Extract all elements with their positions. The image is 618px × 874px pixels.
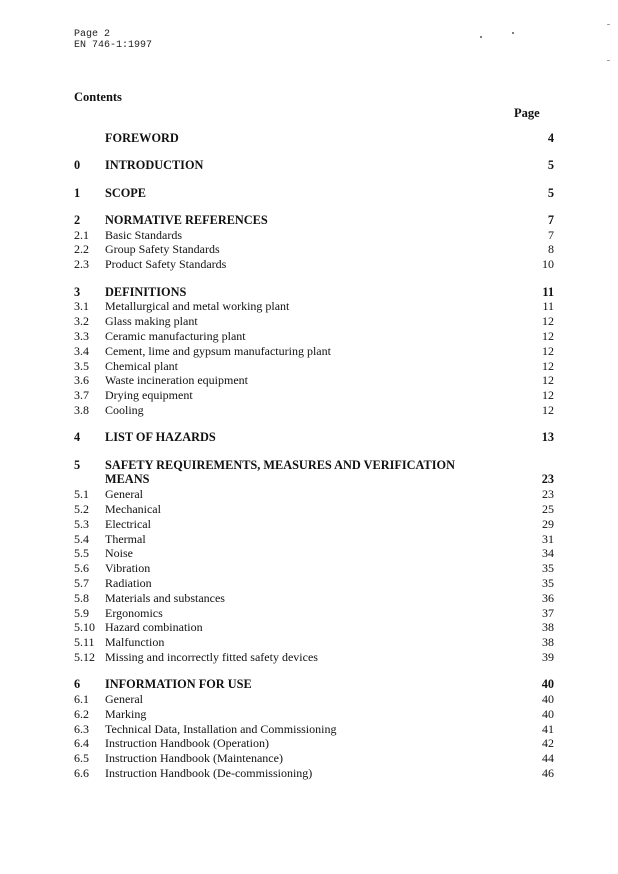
entry-title: Group Safety Standards (105, 242, 220, 257)
toc-subsection[interactable] (74, 359, 554, 374)
entry-title: General (105, 487, 143, 502)
entry-number: 2.3 (74, 257, 89, 272)
entry-number: 1 (74, 185, 81, 200)
entry-title: Chemical plant (105, 358, 178, 373)
entry-number: 2.1 (74, 227, 89, 242)
entry-number: 6.3 (74, 721, 89, 736)
entry-number: 5.10 (74, 620, 95, 635)
entry-title: Drying equipment (105, 388, 193, 403)
entry-number: 6.2 (74, 706, 89, 721)
entry-page: 38 (542, 620, 554, 635)
entry-number: 5.8 (74, 590, 89, 605)
entry-page: 29 (542, 516, 554, 531)
entry-page: 8 (548, 242, 554, 257)
toc-subsection[interactable] (74, 722, 554, 737)
toc-subsection[interactable] (74, 766, 554, 781)
entry-page: 40 (542, 692, 554, 706)
entry-number: 2.2 (74, 242, 89, 257)
entry-title: FOREWORD (105, 131, 179, 145)
entry-number: 6.1 (74, 692, 89, 706)
entry-page: 36 (542, 590, 554, 605)
entry-number: 5.11 (74, 635, 95, 650)
entry-page: 46 (542, 765, 554, 780)
entry-page: 39 (542, 649, 554, 664)
entry-number: 5.3 (74, 516, 89, 531)
entry-title: Waste incineration equipment (105, 373, 248, 388)
entry-number: 3.4 (74, 343, 89, 358)
entry-number: 5.9 (74, 605, 89, 620)
entry-title: Vibration (105, 561, 151, 576)
entry-title: Electrical (105, 516, 151, 531)
toc-subsection[interactable] (74, 487, 554, 502)
scan-speck (607, 24, 610, 25)
entry-title: General (105, 692, 143, 706)
toc-section-heading[interactable] (74, 131, 554, 146)
entry-title-continued: MEANS (105, 472, 150, 487)
entry-title: SCOPE (105, 185, 146, 200)
entry-title: Cooling (105, 402, 144, 417)
entry-number: 4 (74, 430, 81, 445)
entry-title: NORMATIVE REFERENCES (105, 212, 268, 227)
entry-title: Malfunction (105, 635, 165, 650)
toc-subsection[interactable] (74, 591, 554, 606)
toc-subsection[interactable] (74, 344, 554, 359)
entry-number: 5.5 (74, 546, 89, 561)
toc-section-heading[interactable] (74, 430, 554, 445)
entry-title: Glass making plant (105, 314, 198, 329)
scan-speck (512, 32, 514, 34)
entry-title: LIST OF HAZARDS (105, 430, 216, 445)
entry-page: 7 (547, 212, 554, 227)
entry-number: 0 (74, 158, 81, 173)
toc-subsection[interactable] (74, 502, 554, 517)
toc-subsection[interactable] (74, 707, 554, 722)
entry-page: 41 (542, 721, 554, 736)
toc-subsection[interactable] (74, 650, 554, 665)
standard-number: EN 746-1:1997 (74, 40, 153, 51)
toc-subsection[interactable] (74, 635, 554, 650)
toc-section-heading[interactable] (74, 158, 554, 173)
page-column-heading: Page (514, 106, 540, 120)
entry-page: 12 (542, 358, 554, 373)
toc-subsection[interactable] (74, 228, 554, 243)
entry-page: 38 (542, 635, 554, 650)
entry-number: 3.6 (74, 373, 89, 388)
table-of-contents (74, 131, 554, 781)
toc-subsection[interactable] (74, 751, 554, 766)
entry-page: 12 (542, 388, 554, 403)
entry-title: INTRODUCTION (105, 158, 204, 173)
entry-page: 35 (542, 575, 554, 590)
entry-number: 3.7 (74, 388, 89, 403)
entry-title: Noise (105, 546, 133, 561)
scan-speck (480, 36, 482, 38)
toc-section-heading[interactable] (74, 458, 554, 473)
entry-page: 12 (542, 402, 554, 417)
entry-number: 5.6 (74, 561, 89, 576)
entry-page: 11 (542, 284, 554, 299)
toc-section-heading[interactable] (74, 186, 554, 201)
entry-title: Mechanical (105, 501, 161, 516)
toc-subsection[interactable] (74, 736, 554, 751)
entry-number: 3.2 (74, 314, 89, 329)
entry-page: 23 (541, 472, 554, 487)
toc-subsection[interactable] (74, 299, 554, 314)
toc-subsection[interactable] (74, 242, 554, 257)
entry-title: Product Safety Standards (105, 257, 227, 272)
entry-page: 42 (542, 736, 554, 751)
entry-number: 6.4 (74, 736, 89, 751)
entry-title: Marking (105, 706, 147, 721)
toc-subsection[interactable] (74, 329, 554, 344)
entry-number: 6 (74, 677, 81, 692)
entry-page: 12 (542, 314, 554, 329)
entry-number: 6.6 (74, 765, 89, 780)
entry-page: 37 (542, 605, 554, 620)
entry-title: Technical Data, Installation and Commissioning (105, 721, 337, 736)
entry-page: 12 (542, 373, 554, 388)
entry-page: 34 (542, 546, 554, 561)
toc-subsection[interactable] (74, 576, 554, 591)
entry-page: 44 (542, 751, 554, 766)
entry-page: 23 (542, 487, 554, 502)
entry-number: 5.2 (74, 501, 89, 516)
entry-number: 3.8 (74, 402, 89, 417)
toc-subsection[interactable] (74, 517, 554, 532)
entry-page: 10 (542, 257, 554, 272)
entry-number: 5.7 (74, 575, 89, 590)
toc-subsection[interactable] (74, 606, 554, 621)
entry-title: Instruction Handbook (Operation) (105, 736, 269, 751)
entry-page: 13 (541, 430, 554, 445)
entry-number: 3 (74, 284, 81, 299)
entry-number: 5.1 (74, 487, 89, 502)
toc-subsection[interactable] (74, 388, 554, 403)
entry-title: Metallurgical and metal working plant (105, 299, 290, 314)
entry-title: Materials and substances (105, 590, 225, 605)
entry-number: 5 (74, 457, 81, 472)
entry-title: Ergonomics (105, 605, 163, 620)
entry-page: 7 (548, 227, 554, 242)
entry-number: 6.5 (74, 751, 89, 766)
toc-subsection[interactable] (74, 314, 554, 329)
entry-title: Ceramic manufacturing plant (105, 328, 246, 343)
toc-subsection[interactable] (74, 257, 554, 272)
entry-page: 11 (542, 299, 554, 314)
entry-number: 2 (74, 212, 81, 227)
entry-title: Instruction Handbook (De-commissioning) (105, 765, 313, 780)
entry-title: Cement, lime and gypsum manufacturing plant (105, 343, 331, 358)
toc-section-heading[interactable] (74, 285, 554, 300)
entry-title: DEFINITIONS (105, 284, 187, 299)
entry-title: Basic Standards (105, 227, 182, 242)
entry-page: 4 (547, 131, 554, 145)
entry-title: INFORMATION FOR USE (105, 677, 252, 692)
entry-title: Radiation (105, 575, 152, 590)
entry-title: Missing and incorrectly fitted safety devices (105, 649, 318, 664)
entry-page: 31 (542, 531, 554, 546)
toc-subsection[interactable] (74, 692, 554, 707)
toc-subsection[interactable] (74, 620, 554, 635)
toc-section-heading-continued[interactable] (74, 472, 554, 487)
entry-title: SAFETY REQUIREMENTS, MEASURES AND VERIFICATION (105, 457, 455, 472)
entry-number: 5.4 (74, 531, 89, 546)
entry-page: 25 (542, 501, 554, 516)
entry-title: Instruction Handbook (Maintenance) (105, 751, 283, 766)
entry-page: 40 (541, 677, 554, 692)
entry-page: 5 (547, 158, 554, 173)
entry-title: Thermal (105, 531, 146, 546)
toc-subsection[interactable] (74, 546, 554, 561)
toc-subsection[interactable] (74, 373, 554, 388)
toc-subsection[interactable] (74, 561, 554, 576)
entry-page: 12 (542, 328, 554, 343)
entry-number: 3.3 (74, 328, 89, 343)
toc-section-heading[interactable] (74, 677, 554, 692)
toc-section-heading[interactable] (74, 213, 554, 228)
entry-number: 3.5 (74, 358, 89, 373)
entry-title: Hazard combination (105, 620, 203, 635)
entry-number: 3.1 (74, 299, 89, 314)
running-header (74, 29, 152, 51)
toc-subsection[interactable] (74, 532, 554, 547)
entry-number: 5.12 (74, 649, 95, 664)
entry-page: 12 (542, 343, 554, 358)
page-number: Page 2 (74, 29, 111, 40)
entry-page: 35 (542, 561, 554, 576)
entry-page: 5 (547, 185, 554, 200)
contents-heading: Contents (74, 90, 122, 104)
toc-subsection[interactable] (74, 403, 554, 418)
entry-page: 40 (542, 706, 554, 721)
scan-speck (607, 60, 610, 61)
